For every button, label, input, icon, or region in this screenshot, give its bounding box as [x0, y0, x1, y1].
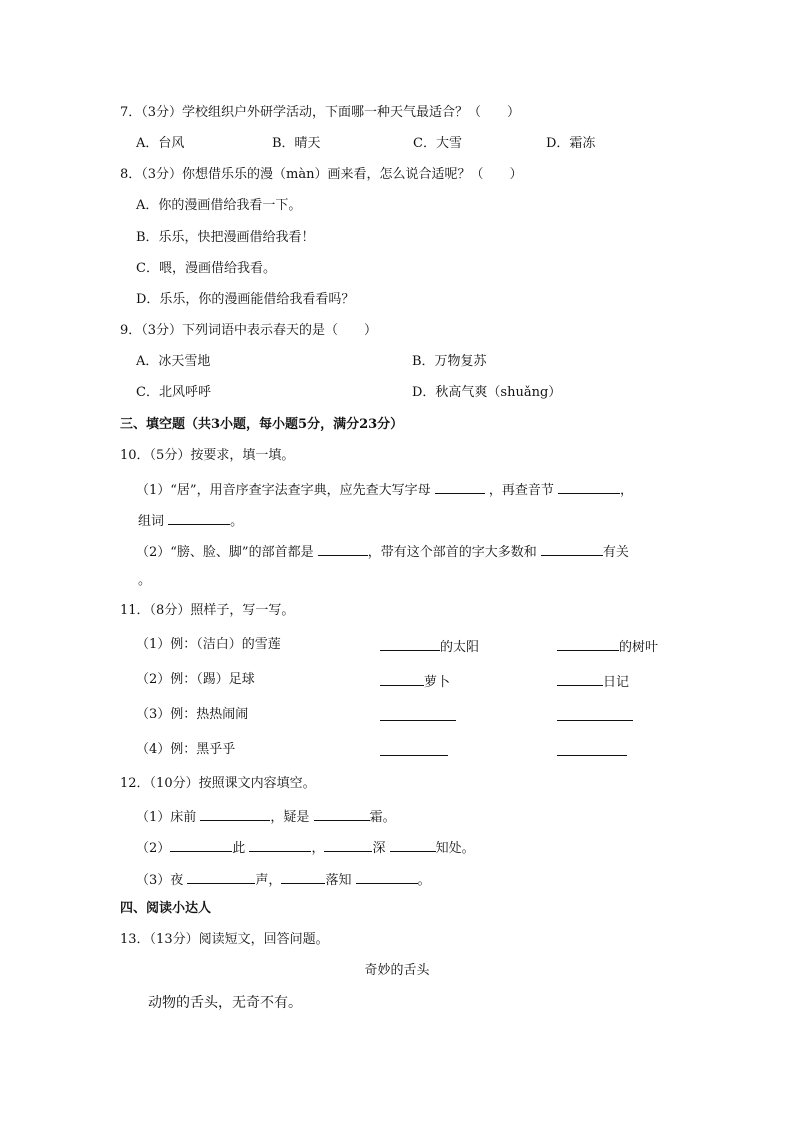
q11-row-4-a	[380, 741, 448, 762]
q11-blank-3a[interactable]	[380, 706, 456, 721]
q10-p1-text-e: 。	[230, 514, 244, 529]
q11-blank-2a[interactable]	[380, 671, 424, 686]
q11-row-3-b	[557, 706, 633, 727]
q10-p1-text-b: ，再查音节	[488, 483, 554, 498]
q10-blank-letter[interactable]	[435, 479, 485, 494]
q11-row-1-b	[557, 636, 658, 657]
q10-blank-word[interactable]	[168, 510, 230, 525]
q9-option-d: D．秋高气爽（shuǎng）	[412, 385, 562, 400]
section-4-title: 四、阅读小达人	[120, 901, 212, 916]
q10-blank-radical[interactable]	[318, 541, 368, 556]
q12-blank-2d[interactable]	[390, 837, 436, 852]
question-10: 10．（5分）按要求，填一填。	[120, 448, 295, 463]
question-7: 7．（3分）学校组织户外研学活动，下面哪一种天气最适合？（ ）	[120, 105, 521, 120]
q12-l3-text-d: 。	[417, 873, 431, 888]
q12-blank-3a[interactable]	[187, 869, 255, 884]
q12-blank-1b[interactable]	[314, 806, 370, 821]
q12-l2-text-d: 深	[372, 841, 386, 856]
q11-blank-2b[interactable]	[557, 671, 603, 686]
question-11: 11．（8分）照样子，写一写。	[120, 603, 295, 618]
q11-row-3-a	[380, 706, 456, 727]
q11-row-2-a-text: 萝卜	[424, 675, 451, 690]
q12-blank-2b[interactable]	[249, 837, 311, 852]
q10-part-2-cont: 。	[138, 573, 152, 588]
q12-line-2	[136, 837, 475, 858]
q7-option-d: D．霜冻	[546, 136, 596, 151]
q11-row-4-b	[557, 741, 627, 762]
q12-blank-3b[interactable]	[281, 869, 325, 884]
q11-blank-3b[interactable]	[557, 706, 633, 721]
q12-l3-text-b: 声，	[255, 873, 282, 888]
q12-line-3	[136, 869, 431, 890]
passage-first-line: 动物的舌头，无奇不有。	[148, 995, 302, 1011]
q8-option-c: C．喂，漫画借给我看。	[136, 261, 276, 276]
q11-row-2-b	[557, 671, 629, 692]
q11-blank-1b[interactable]	[557, 636, 619, 651]
q10-p1-text-a: （1）“居”，用音序查字法查字典，应先查大写字母	[136, 483, 431, 498]
q12-blank-3c[interactable]	[356, 869, 418, 884]
q11-blank-4b[interactable]	[557, 741, 627, 756]
question-9: 9．（3分）下列词语中表示春天的是（ ）	[120, 323, 378, 338]
q11-row-1-b-text: 的树叶	[619, 640, 659, 655]
q12-l2-text-c: ，	[311, 841, 325, 856]
q10-p1-text-d: 组词	[138, 514, 165, 529]
q12-l3-text-a: （3）夜	[136, 873, 184, 888]
q8-option-d: D．乐乐，你的漫画能借给我看看吗？	[136, 292, 355, 307]
q9-option-c: C．北风呼呼	[136, 385, 211, 400]
q12-blank-1a[interactable]	[200, 806, 270, 821]
q11-row-1-example: （1）例：（洁白）的雪莲	[136, 637, 281, 652]
q8-option-a: A．你的漫画借给我看一下。	[136, 198, 302, 213]
q12-l1-text-b: ，疑是	[270, 810, 310, 825]
q7-option-a: A．台风	[136, 136, 185, 151]
q12-line-1	[136, 806, 396, 827]
q10-p2-text-b: ，带有这个部首的字大多数和	[367, 545, 537, 560]
q12-l1-text-c: 霜。	[369, 810, 396, 825]
question-12: 12．（10分）按照课文内容填空。	[120, 776, 316, 791]
q10-part-1	[136, 479, 633, 500]
section-3-title: 三、填空题（共3小题，每小题5分，满分23分）	[120, 417, 404, 432]
question-8: 8．（3分）你想借乐乐的漫（màn）画来看，怎么说合适呢？（ ）	[120, 167, 523, 182]
q12-l2-text-e: 知处。	[435, 841, 475, 856]
q11-row-4-example: （4）例：黑乎乎	[136, 742, 236, 757]
q7-option-c: C．大雪	[413, 136, 462, 151]
q10-part-1-cont	[138, 510, 243, 531]
q10-blank-syllable[interactable]	[558, 479, 620, 494]
q11-row-2-b-text: 日记	[603, 675, 630, 690]
q10-blank-related[interactable]	[541, 541, 603, 556]
q12-l2-text-b: 此	[232, 841, 246, 856]
q11-row-3-example: （3）例：热热闹闹	[136, 707, 249, 722]
question-13: 13．（13分）阅读短文，回答问题。	[120, 932, 329, 947]
q11-row-1-a-text: 的太阳	[440, 640, 480, 655]
q10-p2-text-a: （2）“膀、脸、脚”的部首都是	[136, 545, 314, 560]
q9-option-b: B．万物复苏	[412, 354, 487, 369]
q12-blank-2a[interactable]	[170, 837, 232, 852]
q7-option-b: B．晴天	[272, 136, 321, 151]
q10-part-2	[136, 541, 629, 562]
q10-p2-text-c: 有关	[602, 545, 629, 560]
q9-option-a: A．冰天雪地	[136, 354, 211, 369]
q12-l3-text-c: 落知	[325, 873, 352, 888]
q12-l2-text-a: （2）	[136, 841, 171, 856]
q10-p1-text-c: ，	[620, 483, 634, 498]
q8-option-b: B．乐乐，快把漫画借给我看！	[136, 230, 315, 245]
q12-blank-2c[interactable]	[324, 837, 372, 852]
q12-l1-text-a: （1）床前	[136, 810, 197, 825]
passage-title: 奇妙的舌头	[364, 963, 430, 978]
q11-blank-4a[interactable]	[380, 741, 448, 756]
q11-row-1-a	[380, 636, 479, 657]
q11-row-2-a	[380, 671, 450, 692]
q11-blank-1a[interactable]	[380, 636, 440, 651]
q11-row-2-example: （2）例：（踢）足球	[136, 672, 255, 687]
